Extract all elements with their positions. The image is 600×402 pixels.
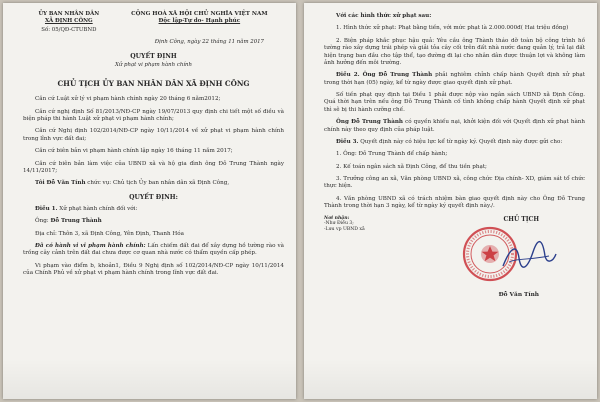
recipient-item: 2. Kế toán ngân sách xã Định Công, để thu tiền phạt;	[336, 163, 487, 170]
decision-heading: QUYẾT ĐỊNH:	[129, 193, 178, 201]
recipient-item: 1. Ông: Đỗ Trung Thành để chấp hành;	[336, 151, 448, 158]
signer-name: Đỗ Văn Tính	[498, 291, 539, 298]
article-2-name: Ông Đỗ Trung Thành	[362, 72, 433, 79]
violation-act	[23, 243, 284, 258]
article-3-text: Quyết định này có hiệu lực kể từ ngày ký. Quyết định này được gửi cho:	[358, 138, 563, 145]
violated-clause: Vi phạm vào điểm b, khoản1, Điều 9 Nghị định số 102/2014/NĐ-CP ngày 10/11/2014 của Chính Phủ về xử phạt vi phạm hành chính trong lĩnh vực đất đai.	[23, 262, 284, 277]
authority-statement	[23, 180, 284, 187]
violator-address: Địa chỉ: Thôn 3, xã Định Công, Yên Định, Thanh Hóa	[35, 230, 184, 237]
decision-title: QUYẾT ĐỊNH	[130, 52, 177, 60]
recipient-item: 4. Văn phòng UBND xã có trách nhiệm bàn giao quyết định này cho Ông Đỗ Trung Thành trong thời hạn 3 ngày, kể từ ngày ký quyết định này./.	[324, 195, 585, 210]
violator-label: Ông:	[35, 218, 51, 225]
chairman-label: CHỦ TỊCH	[503, 215, 539, 223]
org-line-1: ỦY BAN NHÂN DÂN	[38, 11, 100, 17]
penalty-form: 2. Biện pháp khắc phục hậu quả: Yêu cầu ông Thành tháo dỡ toàn bộ công trình hồ tường rào xây dựng trái phép và giải tỏa cây cối trên đất nhà nước đang quản lý, trả lại đất hiện trạng ban đầu cho tập thể, tạo đường đi lại cho nhân dân được thuận lợi và không làm ảnh hưởng đến môi trường.	[324, 37, 585, 66]
article-1	[23, 206, 284, 213]
issuing-organization	[23, 11, 115, 34]
handwritten-signature-icon	[499, 236, 559, 276]
page-shading	[3, 359, 296, 399]
issue-date: Định Công, ngày 22 tháng 11 năm 2017	[154, 39, 264, 46]
left-document-page	[3, 3, 296, 399]
chairman-title: CHỦ TỊCH ỦY BAN NHÂN DÂN XÃ ĐỊNH CÔNG	[57, 78, 250, 88]
signature-block	[324, 216, 585, 336]
appeal-text: có quyền khiếu nại, khởi kiện đối với Quyết định xử phạt hành chính này theo quy định của pháp luật.	[324, 119, 585, 133]
legal-basis: Căn cứ biên bản làm việc của UBND xã và hộ gia đình ông Đỗ Trung Thành ngày 14/11/2017;	[23, 160, 284, 174]
article-2-label: Điều 2.	[336, 72, 360, 79]
article-3	[324, 139, 585, 146]
right-document-page	[304, 3, 597, 399]
recipients-note-heading: Nơi nhận:	[324, 215, 350, 221]
recipients-note	[324, 216, 365, 233]
recipient-item: 3. Trưởng công an xã, Văn phòng UBND xã, công chức Địa chính- XD, giám sát tổ chức thực hiện.	[324, 176, 585, 190]
decision-subtitle: Xử phạt vi phạm hành chính	[115, 61, 192, 68]
national-heading	[115, 11, 284, 34]
violator-name: Đỗ Trung Thành	[50, 218, 102, 225]
legal-basis: Căn cứ Luật xử lý vi phạm hành chính ngày 20 tháng 6 năm2012;	[35, 96, 221, 103]
violator	[23, 218, 284, 225]
legal-basis: Căn cứ nghị định Số 81/2013/NĐ-CP ngày 19/07/2013 quy định chi tiết một số điều và biện pháp thi hành Luật xử phạt vi phạm hành chính;	[23, 108, 284, 123]
penalty-form: 1. Hình thức xử phạt: Phạt bằng tiền, với mức phạt là 2.000.000đ( Hai triệu đồng)	[336, 25, 569, 32]
page-shading	[304, 359, 597, 399]
document-header	[23, 11, 284, 34]
authority-name: Tôi Đỗ Văn Tính	[35, 180, 86, 187]
legal-basis: Căn cứ Nghị định 102/2014/NĐ-CP ngày 10/11/2014 về xử phạt vi phạm hành chính trong lĩnh vực đất đai;	[23, 128, 284, 142]
violation-text: Lấn chiếm đất đai để xây dựng hồ tường rào và trồng cây cảnh trên đất đai chưa được cơ quan nhà nước có thẩm quyền cấp phép.	[23, 243, 284, 257]
legal-basis: Căn cứ biên bản vi phạm hành chính lập ngày 16 tháng 11 năm 2017;	[35, 148, 233, 155]
article-3-label: Điều 3.	[336, 138, 359, 145]
recipients-note-line: -Như Điều 3;	[324, 221, 354, 227]
national-motto: Độc lập-Tự do- Hạnh phúc	[158, 18, 241, 25]
article-2	[324, 72, 585, 87]
org-line-2: XÃ ĐỊNH CÔNG	[44, 18, 93, 25]
republic-name: CỘNG HOÀ XÃ HỘI CHỦ NGHĨA VIỆT NAM	[131, 11, 268, 17]
penalty-forms-heading: Với các hình thức xử phạt sau:	[336, 13, 432, 19]
authority-role: chức vụ: Chủ tịch Ủy ban nhân dân xã Định Công,	[85, 180, 230, 187]
article-1-label: Điều 1.	[35, 205, 58, 212]
document-number: Số: 05/QĐ-CTUBND	[41, 27, 97, 34]
violation-label: Đã có hành vi vi phạm hành chính:	[35, 243, 146, 249]
appeal-name: Ông Đỗ Trung Thành	[336, 119, 403, 126]
recipients-note-line: -Lưu vp UBND xã	[324, 226, 365, 232]
fine-payment-paragraph: Số tiền phạt quy định tại Điều 1 phải được nộp vào ngân sách UBND xã Định Công. Quá thời hạn trên nếu ông Đỗ Trung Thành cố tình không chấp hành Quyết định xử phạt thì sẽ bị thi hành cưỡng chế.	[324, 92, 585, 113]
article-1-text: Xử phạt hành chính đối với:	[57, 205, 138, 212]
article-2-text: phải nghiêm chỉnh chấp hành Quyết định xử phạt trong thời hạn (05) ngày, kể từ ngày được giao quyết định xử phạt.	[324, 72, 585, 86]
appeal-paragraph	[324, 119, 585, 134]
